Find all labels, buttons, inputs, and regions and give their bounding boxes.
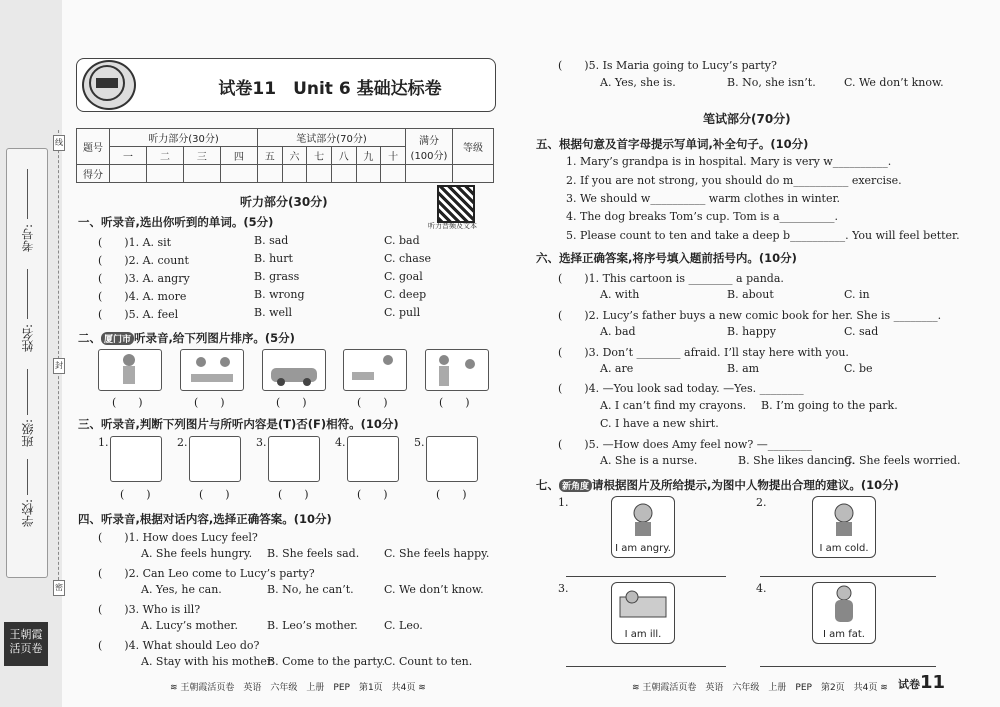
- s6-q2-c[interactable]: C. sad: [844, 325, 879, 338]
- publisher-seal-icon: [82, 60, 136, 110]
- listening-heading: 听力部分(30分): [240, 195, 328, 209]
- col-num: 十: [381, 147, 406, 165]
- s7-answer-line-1[interactable]: [566, 576, 726, 577]
- col-num: 一: [110, 147, 147, 165]
- s5-q4[interactable]: 4. The dog breaks Tom’s cup. Tom is a__________.: [566, 210, 838, 223]
- s6-q2-b[interactable]: B. happy: [727, 325, 777, 338]
- col-num: 九: [356, 147, 381, 165]
- s6-q3-a[interactable]: A. are: [600, 362, 634, 375]
- s2-picture-1: [98, 349, 162, 391]
- s4-q1[interactable]: ( )1. How does Lucy feel?: [98, 531, 258, 544]
- s6-q3-c[interactable]: C. be: [844, 362, 873, 375]
- s6-q5[interactable]: ( )5. —How does Amy feel now? —________: [558, 438, 812, 451]
- col-header-listening: 听力部分(30分): [110, 129, 258, 147]
- s7-picture-3: [611, 582, 675, 644]
- s1-q5-c[interactable]: C. pull: [384, 306, 421, 319]
- s6-q2-a[interactable]: A. bad: [600, 325, 636, 338]
- col-header-grade: 等级: [453, 129, 494, 165]
- s5-q3[interactable]: 3. We should w__________ warm clothes in winter.: [566, 192, 841, 205]
- section-2-title: 二、 厦门市 听录音,给下列图片排序。(5分): [78, 331, 295, 345]
- s7-picture-2: [812, 496, 876, 558]
- s7-caption-1: I am angry.: [615, 543, 671, 554]
- s3-answer-2[interactable]: ( ): [199, 488, 230, 501]
- s3-picture-2: [189, 436, 241, 482]
- s4-q4-c[interactable]: C. Count to ten.: [384, 655, 473, 668]
- s2-picture-5: [425, 349, 489, 391]
- s4-q5-b[interactable]: B. No, she isn’t.: [727, 76, 816, 89]
- s3-num: 2.: [177, 436, 188, 449]
- score-cell[interactable]: [146, 165, 183, 183]
- section-4-title: 四、听录音,根据对话内容,选择正确答案。(10分): [78, 512, 332, 526]
- s5-q1[interactable]: 1. Mary’s grandpa is in hospital. Mary is very w__________.: [566, 155, 892, 168]
- s4-q2-b[interactable]: B. No, he can’t.: [267, 583, 354, 596]
- s3-num: 1.: [98, 436, 109, 449]
- school-label: 学校:: [21, 499, 35, 528]
- footer-right: ≋ 王朝霞活页卷 英语 六年级 上册 PEP 第2页 共4页 ≋: [632, 683, 888, 693]
- score-cell[interactable]: [257, 165, 282, 183]
- s3-answer-1[interactable]: ( ): [120, 488, 151, 501]
- s6-q1[interactable]: ( )1. This cartoon is ________ a panda.: [558, 272, 784, 285]
- s4-q1-a[interactable]: A. She feels hungry.: [141, 547, 253, 560]
- s6-q5-b[interactable]: B. She likes dancing.: [738, 454, 856, 467]
- section-5-title: 五、根据句意及首字母提示写单词,补全句子。(10分): [536, 137, 809, 151]
- score-cell[interactable]: [356, 165, 381, 183]
- s4-q5-c[interactable]: C. We don’t know.: [844, 76, 944, 89]
- col-num: 三: [183, 147, 220, 165]
- s6-q1-c[interactable]: C. in: [844, 288, 870, 301]
- section-7-title: 七、 新角度 请根据图片及所给提示,为图中人物提出合理的建议。(10分): [536, 478, 899, 492]
- s1-q2-c[interactable]: C. chase: [384, 252, 431, 265]
- s7-caption-4: I am fat.: [823, 629, 865, 640]
- s7-answer-line-3[interactable]: [566, 666, 726, 667]
- col-num: 二: [146, 147, 183, 165]
- exam-no-label: 考号:: [21, 224, 35, 253]
- s6-q4[interactable]: ( )4. —You look sad today. —Yes. ________: [558, 382, 804, 395]
- s2-answer-3[interactable]: ( ): [276, 396, 307, 409]
- score-row-label: 得分: [77, 165, 110, 183]
- footer-left: ≋ 王朝霞活页卷 英语 六年级 上册 PEP 第1页 共4页 ≋: [170, 683, 426, 693]
- s6-q1-b[interactable]: B. about: [727, 288, 774, 301]
- s1-q3-b[interactable]: B. grass: [254, 270, 300, 283]
- s1-q3[interactable]: ( )3. A. angry: [98, 272, 190, 285]
- score-table: [76, 128, 494, 183]
- s4-q3-c[interactable]: C. Leo.: [384, 619, 423, 632]
- s5-q2[interactable]: 2. If you are not strong, you should do m__________ exercise.: [566, 174, 902, 187]
- class-label: 班级:: [21, 419, 35, 448]
- score-cell[interactable]: [220, 165, 257, 183]
- score-cell[interactable]: [453, 165, 494, 183]
- region-badge: 厦门市: [101, 332, 134, 345]
- s2-answer-1[interactable]: ( ): [112, 396, 143, 409]
- class-field[interactable]: [27, 369, 28, 415]
- s3-answer-5[interactable]: ( ): [436, 488, 467, 501]
- s1-q4-c[interactable]: C. deep: [384, 288, 427, 301]
- s6-q4-a[interactable]: A. I can’t find my crayons.: [600, 399, 747, 412]
- s6-q3[interactable]: ( )3. Don’t ________ afraid. I’ll stay here with you.: [558, 346, 849, 359]
- s6-q4-c[interactable]: C. I have a new shirt.: [600, 417, 719, 430]
- name-label: 姓名:: [21, 324, 35, 353]
- name-field[interactable]: [27, 269, 28, 319]
- s7-caption-2: I am cold.: [819, 543, 869, 554]
- col-header-item: 题号: [77, 129, 110, 165]
- col-num: 五: [257, 147, 282, 165]
- cut-mark: 线: [53, 135, 65, 151]
- s6-q5-a[interactable]: A. She is a nurse.: [600, 454, 698, 467]
- s4-q2-c[interactable]: C. We don’t know.: [384, 583, 484, 596]
- s7-num: 1.: [558, 496, 569, 509]
- s3-num: 3.: [256, 436, 267, 449]
- s1-q1-b[interactable]: B. sad: [254, 234, 289, 247]
- exam-no-field[interactable]: [27, 169, 28, 219]
- s3-picture-4: [347, 436, 399, 482]
- score-cell[interactable]: [183, 165, 220, 183]
- s7-num: 4.: [756, 582, 767, 595]
- brand-sub: 活页卷: [9, 642, 43, 655]
- exam-title: 试卷11 Unit 6 基础达标卷: [218, 79, 442, 99]
- qr-caption: 听力音频及文本: [428, 222, 477, 230]
- s3-num: 5.: [414, 436, 425, 449]
- s7-answer-line-2[interactable]: [760, 576, 936, 577]
- s2-answer-2[interactable]: ( ): [194, 396, 225, 409]
- col-num: 八: [331, 147, 356, 165]
- s4-q2-a[interactable]: A. Yes, he can.: [141, 583, 222, 596]
- s1-q2-b[interactable]: B. hurt: [254, 252, 293, 265]
- score-cell[interactable]: [406, 165, 453, 183]
- school-field[interactable]: [27, 459, 28, 495]
- qr-code-icon[interactable]: [437, 185, 475, 223]
- s1-q5-b[interactable]: B. well: [254, 306, 293, 319]
- s4-q4[interactable]: ( )4. What should Leo do?: [98, 639, 260, 652]
- s4-q3[interactable]: ( )3. Who is ill?: [98, 603, 201, 616]
- col-header-written: 笔试部分(70分): [257, 129, 405, 147]
- s1-q2[interactable]: ( )2. A. count: [98, 254, 189, 267]
- s3-num: 4.: [335, 436, 346, 449]
- written-heading: 笔试部分(70分): [703, 112, 791, 126]
- s7-caption-3: I am ill.: [624, 629, 662, 640]
- section-3-title: 三、听录音,判断下列图片与所听内容是(T)否(F)相符。(10分): [78, 417, 399, 431]
- s2-answer-4[interactable]: ( ): [357, 396, 388, 409]
- s4-q5[interactable]: ( )5. Is Maria going to Lucy’s party?: [558, 59, 777, 72]
- s3-picture-3: [268, 436, 320, 482]
- s4-q4-b[interactable]: B. Come to the party.: [267, 655, 386, 668]
- s2-picture-2: [180, 349, 244, 391]
- s7-answer-line-4[interactable]: [760, 666, 936, 667]
- s6-q1-a[interactable]: A. with: [600, 288, 640, 301]
- score-cell[interactable]: [282, 165, 307, 183]
- section-1-title: 一、听录音,选出你听到的单词。(5分): [78, 215, 274, 229]
- col-header-full: 满分 (100分): [406, 129, 453, 165]
- s5-q5[interactable]: 5. Please count to ten and take a deep b__________. You will feel better.: [566, 229, 960, 242]
- s7-picture-4: [812, 582, 876, 644]
- cut-mark: 封: [53, 358, 65, 374]
- s2-picture-4: [343, 349, 407, 391]
- brand-logo: [4, 622, 48, 666]
- cut-mark: 密: [53, 580, 65, 596]
- s4-q2[interactable]: ( )2. Can Leo come to Lucy’s party?: [98, 567, 315, 580]
- s3-picture-5: [426, 436, 478, 482]
- s1-q3-c[interactable]: C. goal: [384, 270, 423, 283]
- s6-q3-b[interactable]: B. am: [727, 362, 760, 375]
- s6-q2[interactable]: ( )2. Lucy’s father buys a new comic book for her. She is ________.: [558, 309, 942, 322]
- s4-q3-a[interactable]: A. Lucy’s mother.: [141, 619, 238, 632]
- s3-answer-3[interactable]: ( ): [278, 488, 309, 501]
- new-angle-badge: 新角度: [559, 479, 592, 492]
- s6-q5-c[interactable]: C. She feels worried.: [844, 454, 961, 467]
- col-num: 七: [307, 147, 332, 165]
- s7-num: 3.: [558, 582, 569, 595]
- student-info-box: [6, 148, 48, 578]
- s2-picture-3: [262, 349, 326, 391]
- score-cell[interactable]: [381, 165, 406, 183]
- s4-q1-b[interactable]: B. She feels sad.: [267, 547, 360, 560]
- s1-q4[interactable]: ( )4. A. more: [98, 290, 187, 303]
- score-cell[interactable]: [307, 165, 332, 183]
- s2-answer-5[interactable]: ( ): [439, 396, 470, 409]
- s7-num: 2.: [756, 496, 767, 509]
- col-num: 四: [220, 147, 257, 165]
- brand-name: 王朝霞: [9, 628, 43, 641]
- s1-q4-b[interactable]: B. wrong: [254, 288, 305, 301]
- s4-q5-a[interactable]: A. Yes, she is.: [600, 76, 676, 89]
- score-cell[interactable]: [331, 165, 356, 183]
- section-6-title: 六、选择正确答案,将序号填入题前括号内。(10分): [536, 251, 797, 265]
- s6-q4-b[interactable]: B. I’m going to the park.: [761, 399, 898, 412]
- s3-picture-1: [110, 436, 162, 482]
- col-num: 六: [282, 147, 307, 165]
- s3-answer-4[interactable]: ( ): [357, 488, 388, 501]
- s1-q1-c[interactable]: C. bad: [384, 234, 420, 247]
- score-cell[interactable]: [110, 165, 147, 183]
- s7-picture-1: [611, 496, 675, 558]
- s4-q1-c[interactable]: C. She feels happy.: [384, 547, 490, 560]
- s4-q4-a[interactable]: A. Stay with his mother.: [141, 655, 275, 668]
- exam-number-badge: 试卷11: [898, 672, 946, 693]
- s1-q1[interactable]: ( )1. A. sit: [98, 236, 172, 249]
- s1-q5[interactable]: ( )5. A. feel: [98, 308, 179, 321]
- s4-q3-b[interactable]: B. Leo’s mother.: [267, 619, 358, 632]
